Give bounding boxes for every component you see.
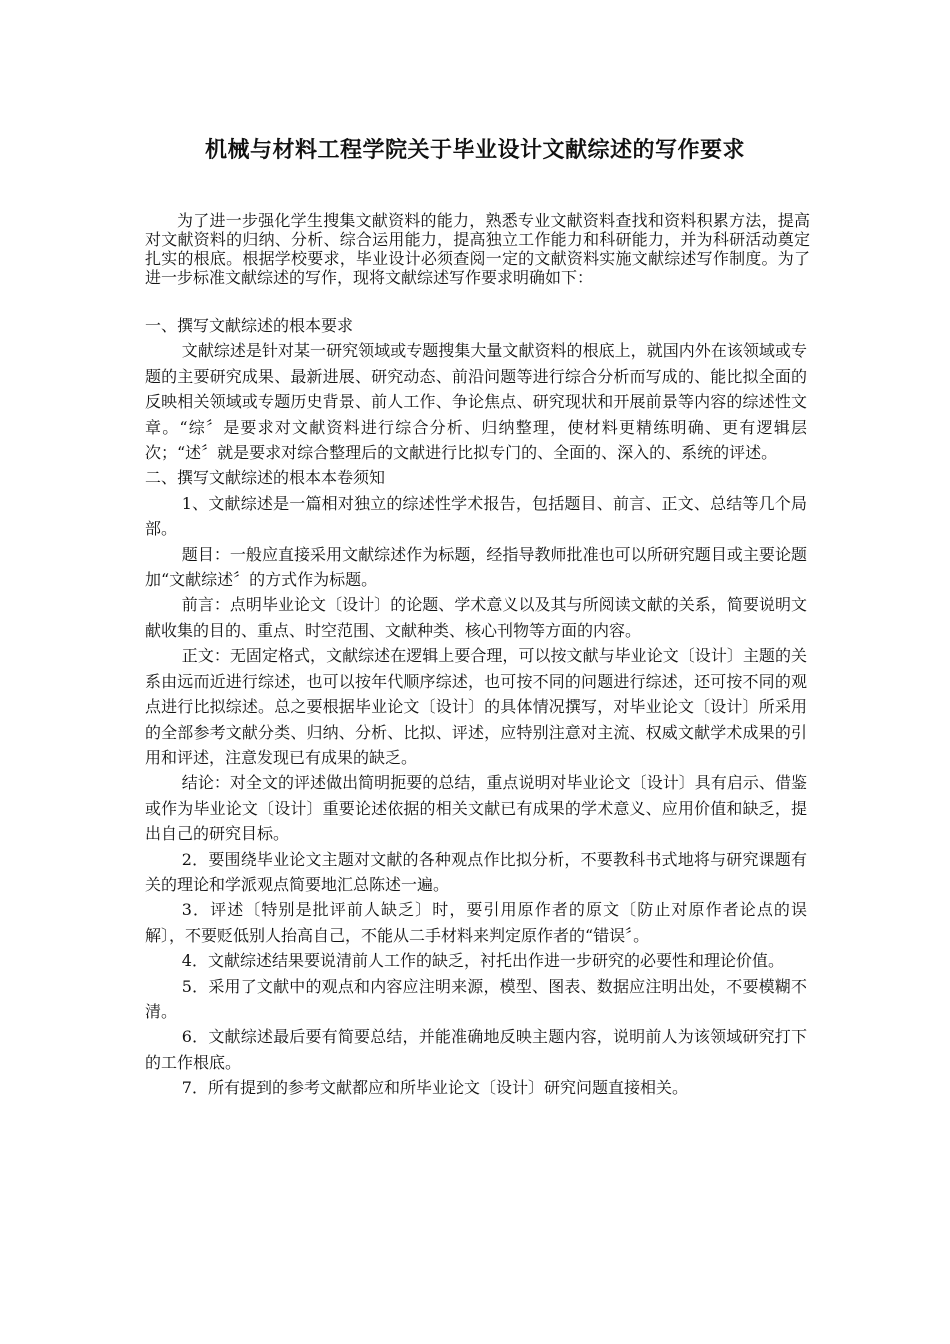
preface-note: 前言：点明毕业论文〔设计〕的论题、学术意义以及其与所阅读文献的关系，简要说明文献收集的目的、重点、时空范围、文献种类、核心刊物等方面的内容。 (145, 595, 807, 640)
item-5: 5．采用了文献中的观点和内容应注明来源，模型、图表、数据应注明出处，不要模糊不清。 (145, 976, 807, 1021)
item-2: 2．要围绕毕业论文主题对文献的各种观点作比拟分析，不要教科书式地将与研究课题有关的理论和学派观点简要地汇总陈述一遍。 (145, 849, 807, 894)
document-title: 机械与材料工程学院关于毕业设计文献综述的写作要求 (204, 137, 745, 163)
section-1-heading: 一、撰写文献综述的根本要求 (145, 316, 354, 335)
main-text-note: 正文：无固定格式，文献综述在逻辑上要合理，可以按文献与毕业论文〔设计〕主题的关系由远而近进行综述，也可以按年代顺序综述，也可按不同的问题进行综述，还可按不同的观点进行比拟综述。总之要根据毕业论文〔设计〕的具体情况撰写，对毕业论文〔设计〕所采用的全部参考文献分类、归纳、分析、比拟、评述，应特别注意对主流、权威文献学术成果的引用和评述，注意发现已有成果的缺乏。 (145, 646, 807, 767)
item-1: 1、文献综述是一篇相对独立的综述性学术报告，包括题目、前言、正文、总结等几个局部。 (145, 493, 807, 539)
document-body (145, 313, 807, 1101)
item-7: 7．所有提到的参考文献都应和所毕业论文〔设计〕研究问题直接相关。 (181, 1078, 688, 1098)
section-1-paragraph: 文献综述是针对某一研究领域或专题搜集大量文献资料的根底上，就国内外在该领域或专题的主要研究成果、最新进展、研究动态、前沿问题等进行综合分析而写成的、能比拟全面的反映相关领域或专题历史背景、前人工作、争论焦点、研究现状和开展前景等内容的综述性文章。“综〞是要求对文献资料进行综合分析、归纳整理，使材料更精练明确、更有逻辑层次；“述〞就是要求对综合整理后的文献进行比拟专门的、全面的、深入的、系统的评述。 (145, 341, 807, 463)
item-3: 3．评述〔特别是批评前人缺乏〕时，要引用原作者的原文〔防止对原作者论点的误解〕，不要贬低别人抬高自己，不能从二手材料来判定原作者的“错误〞。 (145, 900, 807, 945)
title-note: 题目：一般应直接采用文献综述作为标题，经指导教师批准也可以所研究题目或主要论题加“文献综述〞的方式作为标题。 (145, 544, 807, 590)
item-6: 6．文献综述最后要有简要总结，并能准确地反映主题内容，说明前人为该领域研究打下的工作根底。 (145, 1027, 807, 1072)
intro-paragraph: 为了进一步强化学生搜集文献资料的能力，熟悉专业文献资料查找和资料积累方法，提高对文献资料的归纳、分析、综合运用能力，提高独立工作能力和科研能力，并为科研活动奠定扎实的根底。根据学校要求，毕业设计必须查阅一定的文献资料实施文献综述写作制度。为了进一步标准文献综述的写作，现将文献综述写作要求明确如下： (145, 211, 810, 287)
intro-block (145, 211, 810, 287)
section-2-heading: 二、撰写文献综述的根本本卷须知 (145, 468, 386, 488)
conclusion-note: 结论：对全文的评述做出简明扼要的总结，重点说明对毕业论文〔设计〕具有启示、借鉴或作为毕业论文〔设计〕重要论述依据的相关文献已有成果的学术意义、应用价值和缺乏，提出自己的研究目标。 (145, 773, 807, 844)
item-4: 4．文献综述结果要说清前人工作的缺乏，衬托出作进一步研究的必要性和理论价值。 (181, 951, 784, 971)
